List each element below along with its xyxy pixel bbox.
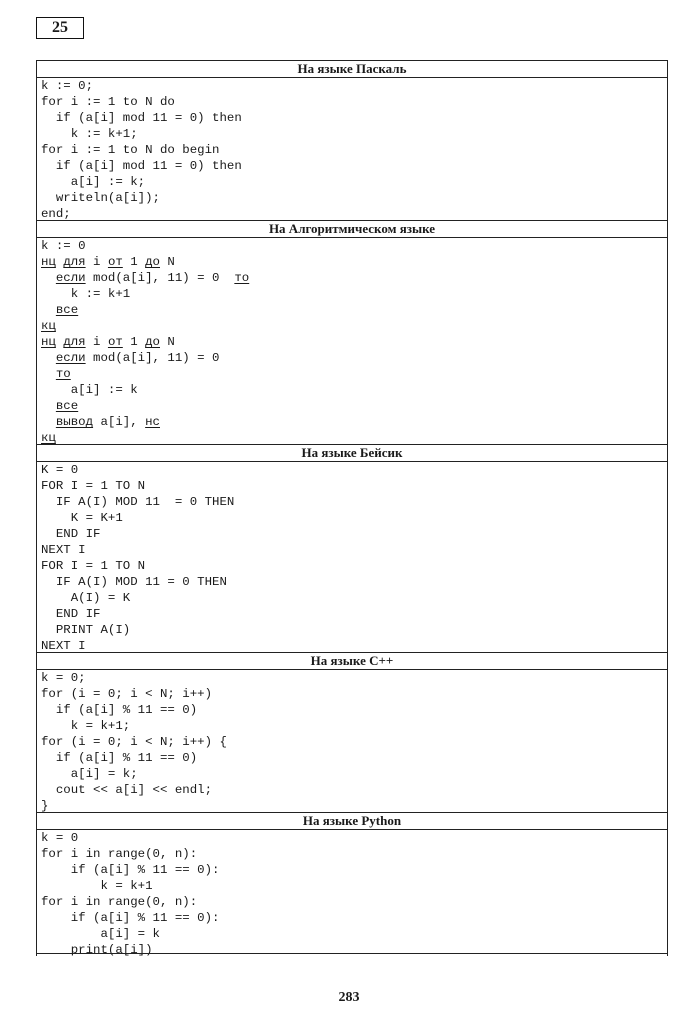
code-line	[41, 398, 667, 414]
code-line	[41, 318, 667, 334]
code-token: FOR I = 1 TO N	[41, 479, 146, 493]
code-line	[41, 542, 667, 558]
keyword-token: нс	[145, 415, 160, 429]
code-token: if (a[i] % 11 == 0):	[41, 911, 220, 925]
keyword-token: для	[63, 255, 86, 269]
code-token	[41, 367, 56, 381]
code-token: for i in range(0, n):	[41, 895, 198, 909]
section-algorithmic	[37, 220, 667, 444]
keyword-token: если	[55, 271, 86, 285]
code-block	[37, 462, 667, 652]
code-token: for (i = 0; i < N; i++)	[41, 687, 213, 701]
table-bottom-border	[36, 953, 668, 954]
code-line	[41, 686, 667, 702]
code-token	[41, 351, 56, 365]
code-token: for i in range(0, n):	[41, 847, 198, 861]
code-line	[41, 430, 667, 444]
code-token: 1	[122, 335, 146, 349]
code-line	[41, 830, 667, 846]
code-token: IF A(I) MOD 11 = 0 THEN	[41, 495, 235, 509]
code-line	[41, 862, 667, 878]
code-line	[41, 254, 667, 270]
code-token	[41, 415, 56, 429]
code-line	[41, 142, 667, 158]
code-token: a[i] = k;	[41, 767, 138, 781]
keyword-token: до	[145, 255, 160, 269]
keyword-token: если	[55, 351, 86, 365]
code-token: }	[41, 799, 49, 813]
code-token: k := 0	[41, 239, 86, 253]
code-token: if (a[i] mod 11 = 0) then	[41, 159, 242, 173]
code-token: a[i],	[93, 415, 146, 429]
code-line	[41, 574, 667, 590]
code-line	[41, 766, 667, 782]
code-line	[41, 734, 667, 750]
code-token: k := k+1	[41, 287, 131, 301]
code-token: FOR I = 1 TO N	[41, 559, 146, 573]
keyword-token: все	[55, 399, 79, 413]
code-line	[41, 910, 667, 926]
section-cpp	[37, 652, 667, 812]
code-line	[41, 878, 667, 894]
code-token: end;	[41, 207, 71, 221]
code-token: IF A(I) MOD 11 = 0 THEN	[41, 575, 227, 589]
code-line	[41, 462, 667, 478]
code-line	[41, 94, 667, 110]
code-token: A(I) = K	[41, 591, 131, 605]
section-title: На языке Бейсик	[37, 444, 667, 462]
code-line	[41, 606, 667, 622]
keyword-token: нц	[41, 255, 56, 269]
code-block	[37, 670, 667, 812]
code-token: NEXT I	[41, 543, 86, 557]
keyword-token: от	[107, 335, 123, 349]
code-line	[41, 334, 667, 350]
code-token: if (a[i] % 11 == 0)	[41, 703, 198, 717]
code-token: END IF	[41, 607, 101, 621]
code-line	[41, 798, 667, 812]
code-line	[41, 382, 667, 398]
keyword-token: кц	[41, 431, 56, 445]
code-token: k = k+1;	[41, 719, 131, 733]
code-block	[37, 78, 667, 220]
code-line	[41, 414, 667, 430]
code-token: i	[85, 255, 108, 269]
keyword-token: для	[63, 335, 86, 349]
code-line	[41, 510, 667, 526]
task-number: 25	[52, 19, 68, 36]
code-token: NEXT I	[41, 639, 86, 653]
section-title: На языке Паскаль	[37, 61, 667, 78]
keyword-token: то	[55, 367, 71, 381]
code-token: i	[85, 335, 108, 349]
code-line	[41, 206, 667, 220]
section-title: На языке Python	[37, 812, 667, 830]
code-line	[41, 558, 667, 574]
keyword-token: все	[55, 303, 79, 317]
section-basic	[37, 444, 667, 652]
keyword-token: нц	[41, 335, 56, 349]
code-token	[41, 271, 56, 285]
section-title: На языке С++	[37, 652, 667, 670]
code-token: a[i] := k	[41, 383, 138, 397]
code-line	[41, 894, 667, 910]
code-line	[41, 190, 667, 206]
code-token: END IF	[41, 527, 101, 541]
code-token: a[i] := k;	[41, 175, 146, 189]
code-token: PRINT A(I)	[41, 623, 131, 637]
code-token	[41, 303, 56, 317]
code-line	[41, 158, 667, 174]
keyword-token: кц	[41, 319, 56, 333]
code-token: mod(a[i], 11) = 0	[85, 351, 220, 365]
code-line	[41, 270, 667, 286]
code-token: mod(a[i], 11) = 0	[85, 271, 235, 285]
code-line	[41, 478, 667, 494]
code-line	[41, 526, 667, 542]
code-line	[41, 110, 667, 126]
code-listings-table	[36, 60, 668, 956]
task-number-box	[36, 17, 84, 39]
code-token: writeln(a[i]);	[41, 191, 160, 205]
code-token: k := 0;	[41, 79, 94, 93]
code-line	[41, 590, 667, 606]
code-line	[41, 238, 667, 254]
code-token: k = 0;	[41, 671, 86, 685]
code-line	[41, 782, 667, 798]
keyword-token: то	[234, 271, 250, 285]
code-line	[41, 126, 667, 142]
code-line	[41, 78, 667, 94]
code-token: if (a[i] mod 11 = 0) then	[41, 111, 242, 125]
code-line	[41, 302, 667, 318]
section-title: На Алгоритмическом языке	[37, 220, 667, 238]
code-token: for i := 1 to N do begin	[41, 143, 220, 157]
code-block	[37, 238, 667, 444]
keyword-token: от	[107, 255, 123, 269]
code-line	[41, 926, 667, 942]
code-line	[41, 750, 667, 766]
keyword-token: вывод	[55, 415, 94, 429]
code-token: cout << a[i] << endl;	[41, 783, 213, 797]
code-token: for i := 1 to N do	[41, 95, 175, 109]
code-token	[41, 399, 56, 413]
code-line	[41, 638, 667, 652]
page-number: 283	[338, 990, 360, 1005]
section-pascal	[37, 61, 667, 220]
code-line	[41, 366, 667, 382]
code-token: N	[160, 335, 175, 349]
code-token: a[i] = k	[41, 927, 160, 941]
code-line	[41, 174, 667, 190]
code-token: if (a[i] % 11 == 0):	[41, 863, 220, 877]
code-line	[41, 494, 667, 510]
code-token: K = 0	[41, 463, 79, 477]
code-line	[41, 350, 667, 366]
code-line	[41, 286, 667, 302]
code-line	[41, 670, 667, 686]
code-line	[41, 718, 667, 734]
code-token: k := k+1;	[41, 127, 138, 141]
section-python	[37, 812, 667, 956]
code-token: if (a[i] % 11 == 0)	[41, 751, 198, 765]
code-line	[41, 702, 667, 718]
code-token: N	[160, 255, 175, 269]
keyword-token: до	[145, 335, 160, 349]
code-token: print(a[i])	[41, 943, 153, 957]
code-token: 1	[122, 255, 146, 269]
code-token: K = K+1	[41, 511, 123, 525]
code-token: for (i = 0; i < N; i++) {	[41, 735, 227, 749]
code-token: k = k+1	[41, 879, 153, 893]
code-block	[37, 830, 667, 956]
code-line	[41, 846, 667, 862]
code-line	[41, 622, 667, 638]
code-token: k = 0	[41, 831, 79, 845]
